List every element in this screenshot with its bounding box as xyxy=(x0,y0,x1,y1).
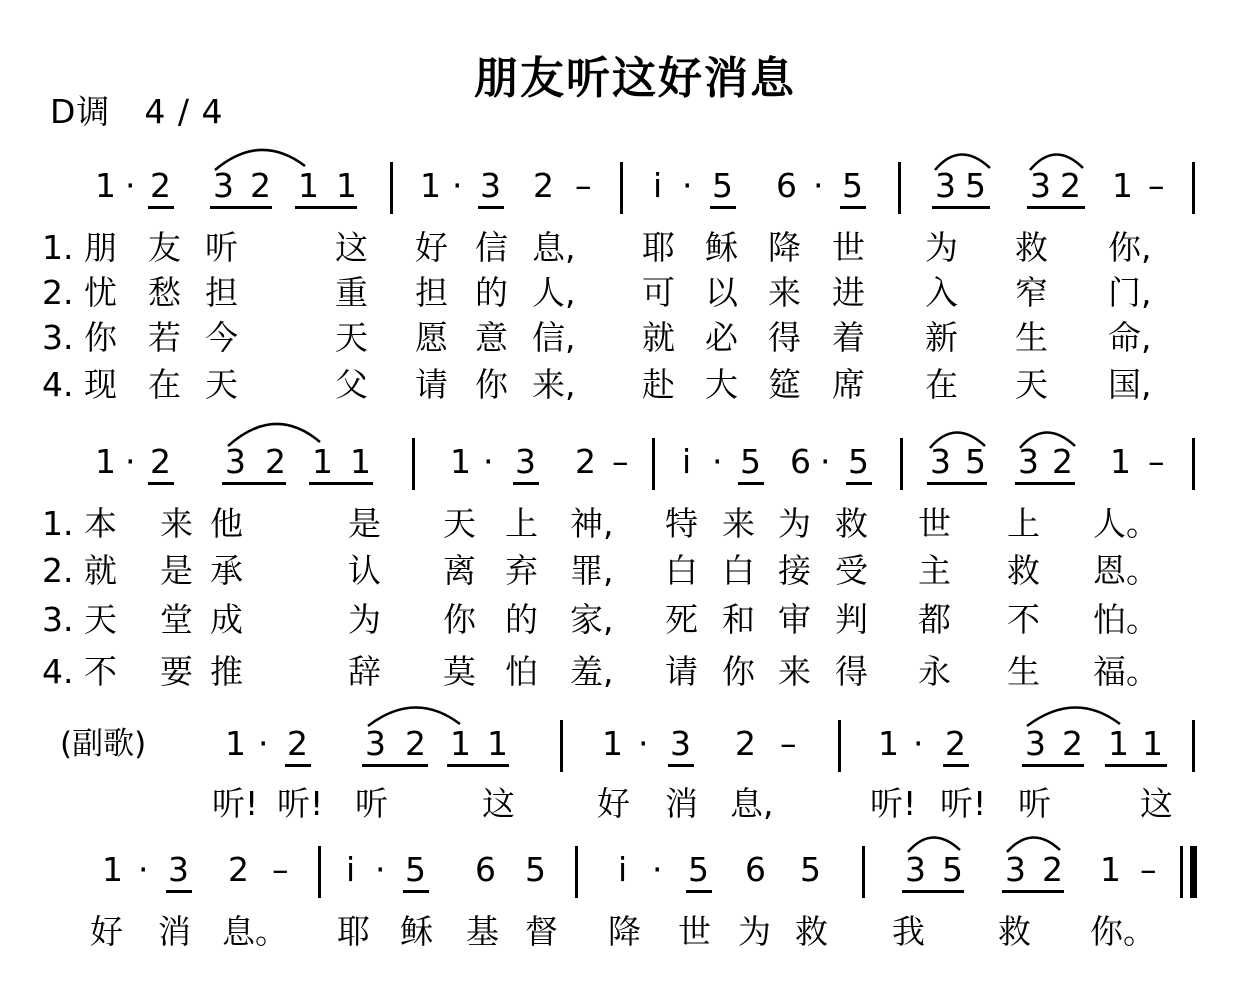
lyric: 福。 xyxy=(1093,652,1159,691)
dash: – xyxy=(1148,442,1165,481)
lyric: 你, xyxy=(1108,228,1152,267)
lyric: 天 xyxy=(335,318,368,357)
note-dot: · xyxy=(638,724,649,763)
lyrics-verse-3a xyxy=(0,316,1252,360)
lyric: 为 xyxy=(348,600,381,639)
lyric: 他 xyxy=(210,504,243,543)
note: 3 xyxy=(1025,724,1046,763)
lyric: 督 xyxy=(525,912,558,951)
lyric: 生 xyxy=(1007,652,1040,691)
barline xyxy=(862,846,865,898)
chorus-melody-1 xyxy=(0,724,1252,784)
lyric: 和 xyxy=(722,600,755,639)
lyric: 耶 xyxy=(337,912,370,951)
lyric: 都 xyxy=(918,600,951,639)
underline xyxy=(686,890,712,893)
lyric: 可 xyxy=(642,273,675,312)
lyric: 4. 不 xyxy=(42,652,117,691)
lyric: 赴 xyxy=(642,365,675,404)
lyric: 特 xyxy=(665,504,698,543)
lyric: 是 xyxy=(348,504,381,543)
dash: – xyxy=(1140,850,1157,889)
note: 1 xyxy=(1110,442,1131,481)
lyric: 担 xyxy=(205,273,238,312)
lyric: 国, xyxy=(1108,365,1152,404)
note: 5 xyxy=(842,166,863,205)
lyric: 担 xyxy=(415,273,448,312)
note: 3 xyxy=(225,442,246,481)
lyric: 家, xyxy=(570,600,614,639)
note-dot: · xyxy=(483,442,494,481)
lyric: 世 xyxy=(832,228,865,267)
note: 2 xyxy=(150,442,171,481)
final-barline xyxy=(1190,846,1197,898)
barline xyxy=(412,438,415,490)
underline xyxy=(295,206,357,209)
note-dot: · xyxy=(125,442,136,481)
barline xyxy=(898,162,901,214)
note: 1 xyxy=(95,442,116,481)
lyric: 请 xyxy=(415,365,448,404)
lyric: 新 xyxy=(925,318,958,357)
note-dot: · xyxy=(682,166,693,205)
underline xyxy=(362,764,428,767)
lyric: 的 xyxy=(505,600,538,639)
note: 1 xyxy=(602,724,623,763)
underline xyxy=(166,890,192,893)
note: 6 xyxy=(790,442,811,481)
lyrics-verse-4a xyxy=(0,363,1252,407)
chorus-lyrics-1 xyxy=(0,782,1252,826)
underline xyxy=(148,206,174,209)
lyric: 来 xyxy=(768,273,801,312)
barline xyxy=(390,162,393,214)
lyric: 是 xyxy=(160,551,193,590)
lyric: 推 xyxy=(210,652,243,691)
lyric: 不 xyxy=(1007,600,1040,639)
lyric: 救 xyxy=(795,912,828,951)
note-dot: · xyxy=(258,724,269,763)
barline xyxy=(1192,438,1195,490)
note-dot: · xyxy=(375,850,386,889)
lyric: 着 xyxy=(832,318,865,357)
note: i xyxy=(346,850,356,889)
lyric: 听! xyxy=(940,784,987,823)
note: 3 xyxy=(1005,850,1026,889)
lyrics-verse-1b xyxy=(0,502,1252,546)
note: 2 xyxy=(265,442,286,481)
lyric: 门, xyxy=(1108,273,1152,312)
note: 3 xyxy=(213,166,234,205)
lyric: 听 xyxy=(1018,784,1051,823)
lyric: 白 xyxy=(665,551,698,590)
note: 1 xyxy=(102,850,123,889)
note: 1 xyxy=(298,166,319,205)
lyric: 救 xyxy=(1007,551,1040,590)
note: 5 xyxy=(405,850,426,889)
note: 2 xyxy=(1060,166,1081,205)
underline xyxy=(1105,764,1167,767)
note: 3 xyxy=(515,442,536,481)
lyric: 怕。 xyxy=(1093,600,1159,639)
barline xyxy=(900,438,903,490)
lyric: 人。 xyxy=(1093,504,1159,543)
underline xyxy=(943,764,969,767)
dash: – xyxy=(1148,166,1165,205)
note: 5 xyxy=(712,166,733,205)
lyric: 审 xyxy=(778,600,811,639)
underline xyxy=(403,890,429,893)
lyric: 接 xyxy=(778,551,811,590)
underline xyxy=(846,482,872,485)
lyric: 这 xyxy=(335,228,368,267)
note-dot: · xyxy=(452,166,463,205)
note-dot: · xyxy=(712,442,723,481)
chorus-lyrics-2 xyxy=(0,910,1252,954)
lyric: 在 xyxy=(925,365,958,404)
note: 6 xyxy=(776,166,797,205)
underline xyxy=(710,206,736,209)
note: 3 xyxy=(365,724,386,763)
lyric: 恩。 xyxy=(1093,551,1159,590)
lyric: 这 xyxy=(1140,784,1173,823)
dash: – xyxy=(612,442,629,481)
underline xyxy=(1027,206,1085,209)
note: 1 xyxy=(225,724,246,763)
lyric: 3. 你 xyxy=(42,318,117,357)
note: 6 xyxy=(475,850,496,889)
note: 6 xyxy=(745,850,766,889)
chorus-melody-2 xyxy=(0,850,1252,910)
note: 1 xyxy=(1112,166,1133,205)
lyric: 主 xyxy=(918,551,951,590)
note: 2 xyxy=(228,850,249,889)
lyrics-verse-4b xyxy=(0,650,1252,694)
note: 2 xyxy=(1042,850,1063,889)
note-dot: · xyxy=(125,166,136,205)
lyric: 以 xyxy=(705,273,738,312)
note: 5 xyxy=(965,166,986,205)
lyrics-verse-1a xyxy=(0,226,1252,270)
note: 5 xyxy=(800,850,821,889)
barline xyxy=(575,846,578,898)
lyric: 来 xyxy=(160,504,193,543)
lyric: 为 xyxy=(778,504,811,543)
note: 2 xyxy=(1062,724,1083,763)
lyric: 人, xyxy=(532,273,576,312)
lyric: 莫 xyxy=(443,652,476,691)
note-dot: · xyxy=(652,850,663,889)
lyric: 堂 xyxy=(160,600,193,639)
underline xyxy=(1015,482,1075,485)
note: 1 xyxy=(487,724,508,763)
note: 3 xyxy=(1030,166,1051,205)
underline xyxy=(148,482,174,485)
underline xyxy=(285,764,311,767)
lyric: 基 xyxy=(466,912,499,951)
song-title: 朋友听这好消息 xyxy=(474,53,796,104)
lyric: 来, xyxy=(532,365,576,404)
lyric: 1. 本 xyxy=(42,504,117,543)
lyric: 好 xyxy=(415,228,448,267)
lyric: 天 xyxy=(1015,365,1048,404)
barline xyxy=(652,438,655,490)
underline xyxy=(902,890,964,893)
lyric: 你 xyxy=(475,365,508,404)
lyric: 你。 xyxy=(1090,912,1156,951)
lyric: 上 xyxy=(1007,504,1040,543)
underline xyxy=(927,482,987,485)
note: 2 xyxy=(150,166,171,205)
note: 1 xyxy=(420,166,441,205)
lyric: 今 xyxy=(205,318,238,357)
lyric: 辞 xyxy=(348,652,381,691)
note-dot: · xyxy=(820,442,831,481)
lyric: 耶 xyxy=(642,228,675,267)
lyric: 永 xyxy=(918,652,951,691)
lyric: 救 xyxy=(998,912,1031,951)
note: 5 xyxy=(525,850,546,889)
lyric: 入 xyxy=(925,273,958,312)
lyric: 世 xyxy=(678,912,711,951)
note: 2 xyxy=(1052,442,1073,481)
note: 3 xyxy=(1018,442,1039,481)
lyric: 愿 xyxy=(415,318,448,357)
lyric: 父 xyxy=(335,365,368,404)
barline xyxy=(560,720,563,772)
lyric: 就 xyxy=(642,318,675,357)
note: 5 xyxy=(848,442,869,481)
lyric: 死 xyxy=(665,600,698,639)
lyric: 来 xyxy=(722,504,755,543)
lyric: 要 xyxy=(160,652,193,691)
lyric: 白 xyxy=(722,551,755,590)
note: 5 xyxy=(965,442,986,481)
note: 1 xyxy=(1108,724,1129,763)
lyric: 请 xyxy=(665,652,698,691)
lyric: 4. 现 xyxy=(42,365,117,404)
lyric: 成 xyxy=(210,600,243,639)
lyric: 世 xyxy=(918,504,951,543)
note: 3 xyxy=(168,850,189,889)
note: i xyxy=(653,166,663,205)
lyric: 窄 xyxy=(1015,273,1048,312)
lyric: 信, xyxy=(532,318,576,357)
note: 1 xyxy=(95,166,116,205)
lyrics-verse-2b xyxy=(0,549,1252,593)
lyric: 的 xyxy=(475,273,508,312)
lyric: 听 xyxy=(205,228,238,267)
note: 5 xyxy=(942,850,963,889)
lyric: 救 xyxy=(835,504,868,543)
note-dot: · xyxy=(913,724,924,763)
barline xyxy=(1192,162,1195,214)
lyric: 听! xyxy=(870,784,917,823)
lyric: 降 xyxy=(768,228,801,267)
lyric: 为 xyxy=(738,912,771,951)
lyric: 3. 天 xyxy=(42,600,117,639)
lyric: 怕 xyxy=(505,652,538,691)
note: 2 xyxy=(575,442,596,481)
lyric: 友 xyxy=(148,228,181,267)
lyric: 听! xyxy=(277,784,324,823)
lyric: 息。 xyxy=(222,912,288,951)
lyric: 1. 朋 xyxy=(42,228,117,267)
lyric: 席 xyxy=(832,365,865,404)
underline xyxy=(932,206,990,209)
lyric: 上 xyxy=(505,504,538,543)
dash: – xyxy=(780,724,797,763)
lyrics-verse-2a xyxy=(0,271,1252,315)
lyric: 离 xyxy=(443,551,476,590)
lyric: 为 xyxy=(925,228,958,267)
note: 2 xyxy=(405,724,426,763)
lyric: 若 xyxy=(148,318,181,357)
note: 1 xyxy=(450,442,471,481)
lyric: 认 xyxy=(348,551,381,590)
lyric: 判 xyxy=(835,600,868,639)
note: 1 xyxy=(878,724,899,763)
lyric: 降 xyxy=(608,912,641,951)
lyric: 受 xyxy=(835,551,868,590)
lyric: 稣 xyxy=(705,228,738,267)
underline xyxy=(309,482,373,485)
underline xyxy=(447,764,509,767)
lyric: 天 xyxy=(205,365,238,404)
barline xyxy=(1192,720,1195,772)
note: 3 xyxy=(930,442,951,481)
lyric: 神, xyxy=(570,504,614,543)
lyric: 消 xyxy=(158,912,191,951)
lyric: 救 xyxy=(1015,228,1048,267)
chorus-label: (副歌) xyxy=(60,726,147,762)
note: i xyxy=(682,442,692,481)
underline xyxy=(222,482,286,485)
lyric: 重 xyxy=(335,273,368,312)
lyric: 得 xyxy=(835,652,868,691)
lyric: 意 xyxy=(475,318,508,357)
underline xyxy=(1022,764,1084,767)
note: 3 xyxy=(935,166,956,205)
lyric: 这 xyxy=(482,784,515,823)
underline xyxy=(513,482,539,485)
barline xyxy=(1180,846,1183,898)
lyric: 息, xyxy=(730,784,774,823)
underline xyxy=(738,482,764,485)
lyric: 我 xyxy=(892,912,925,951)
note: 1 xyxy=(1142,724,1163,763)
lyric: 听 xyxy=(355,784,388,823)
lyric: 愁 xyxy=(148,273,181,312)
lyric: 必 xyxy=(705,318,738,357)
underline xyxy=(840,206,866,209)
note: i xyxy=(618,850,628,889)
key-signature: D调 4 / 4 xyxy=(50,92,224,131)
lyric: 你 xyxy=(722,652,755,691)
lyric: 听! xyxy=(212,784,259,823)
lyric: 得 xyxy=(768,318,801,357)
underline xyxy=(668,764,694,767)
note: 5 xyxy=(688,850,709,889)
note: 2 xyxy=(250,166,271,205)
dash: – xyxy=(272,850,289,889)
note: 2 xyxy=(735,724,756,763)
note: 1 xyxy=(1100,850,1121,889)
melody-line-2 xyxy=(0,442,1252,502)
lyric: 好 xyxy=(597,784,630,823)
note: 1 xyxy=(336,166,357,205)
note: 1 xyxy=(450,724,471,763)
note: 5 xyxy=(740,442,761,481)
lyric: 在 xyxy=(148,365,181,404)
note-dot: · xyxy=(138,850,149,889)
barline xyxy=(838,720,841,772)
lyric: 稣 xyxy=(400,912,433,951)
lyric: 命, xyxy=(1108,318,1152,357)
lyric: 信 xyxy=(475,228,508,267)
note: 2 xyxy=(533,166,554,205)
lyric: 息, xyxy=(532,228,576,267)
lyric: 来 xyxy=(778,652,811,691)
note: 1 xyxy=(350,442,371,481)
barline xyxy=(620,162,623,214)
lyric: 好 xyxy=(90,912,123,951)
note: 3 xyxy=(905,850,926,889)
note: 1 xyxy=(312,442,333,481)
lyric: 弃 xyxy=(505,551,538,590)
underline xyxy=(210,206,272,209)
lyric: 承 xyxy=(210,551,243,590)
underline xyxy=(1002,890,1064,893)
note: 2 xyxy=(287,724,308,763)
lyric: 2. 就 xyxy=(42,551,117,590)
lyric: 天 xyxy=(443,504,476,543)
melody-line-1 xyxy=(0,166,1252,226)
lyric: 消 xyxy=(665,784,698,823)
lyric: 2. 忧 xyxy=(42,273,117,312)
lyric: 筵 xyxy=(768,365,801,404)
lyric: 生 xyxy=(1015,318,1048,357)
note: 3 xyxy=(670,724,691,763)
underline xyxy=(478,206,504,209)
lyric: 罪, xyxy=(570,551,614,590)
barline xyxy=(318,846,321,898)
dash: – xyxy=(575,166,592,205)
note: 2 xyxy=(945,724,966,763)
lyric: 羞, xyxy=(570,652,614,691)
note-dot: · xyxy=(813,166,824,205)
lyrics-verse-3b xyxy=(0,598,1252,642)
lyric: 大 xyxy=(705,365,738,404)
lyric: 你 xyxy=(443,600,476,639)
lyric: 进 xyxy=(832,273,865,312)
note: 3 xyxy=(480,166,501,205)
